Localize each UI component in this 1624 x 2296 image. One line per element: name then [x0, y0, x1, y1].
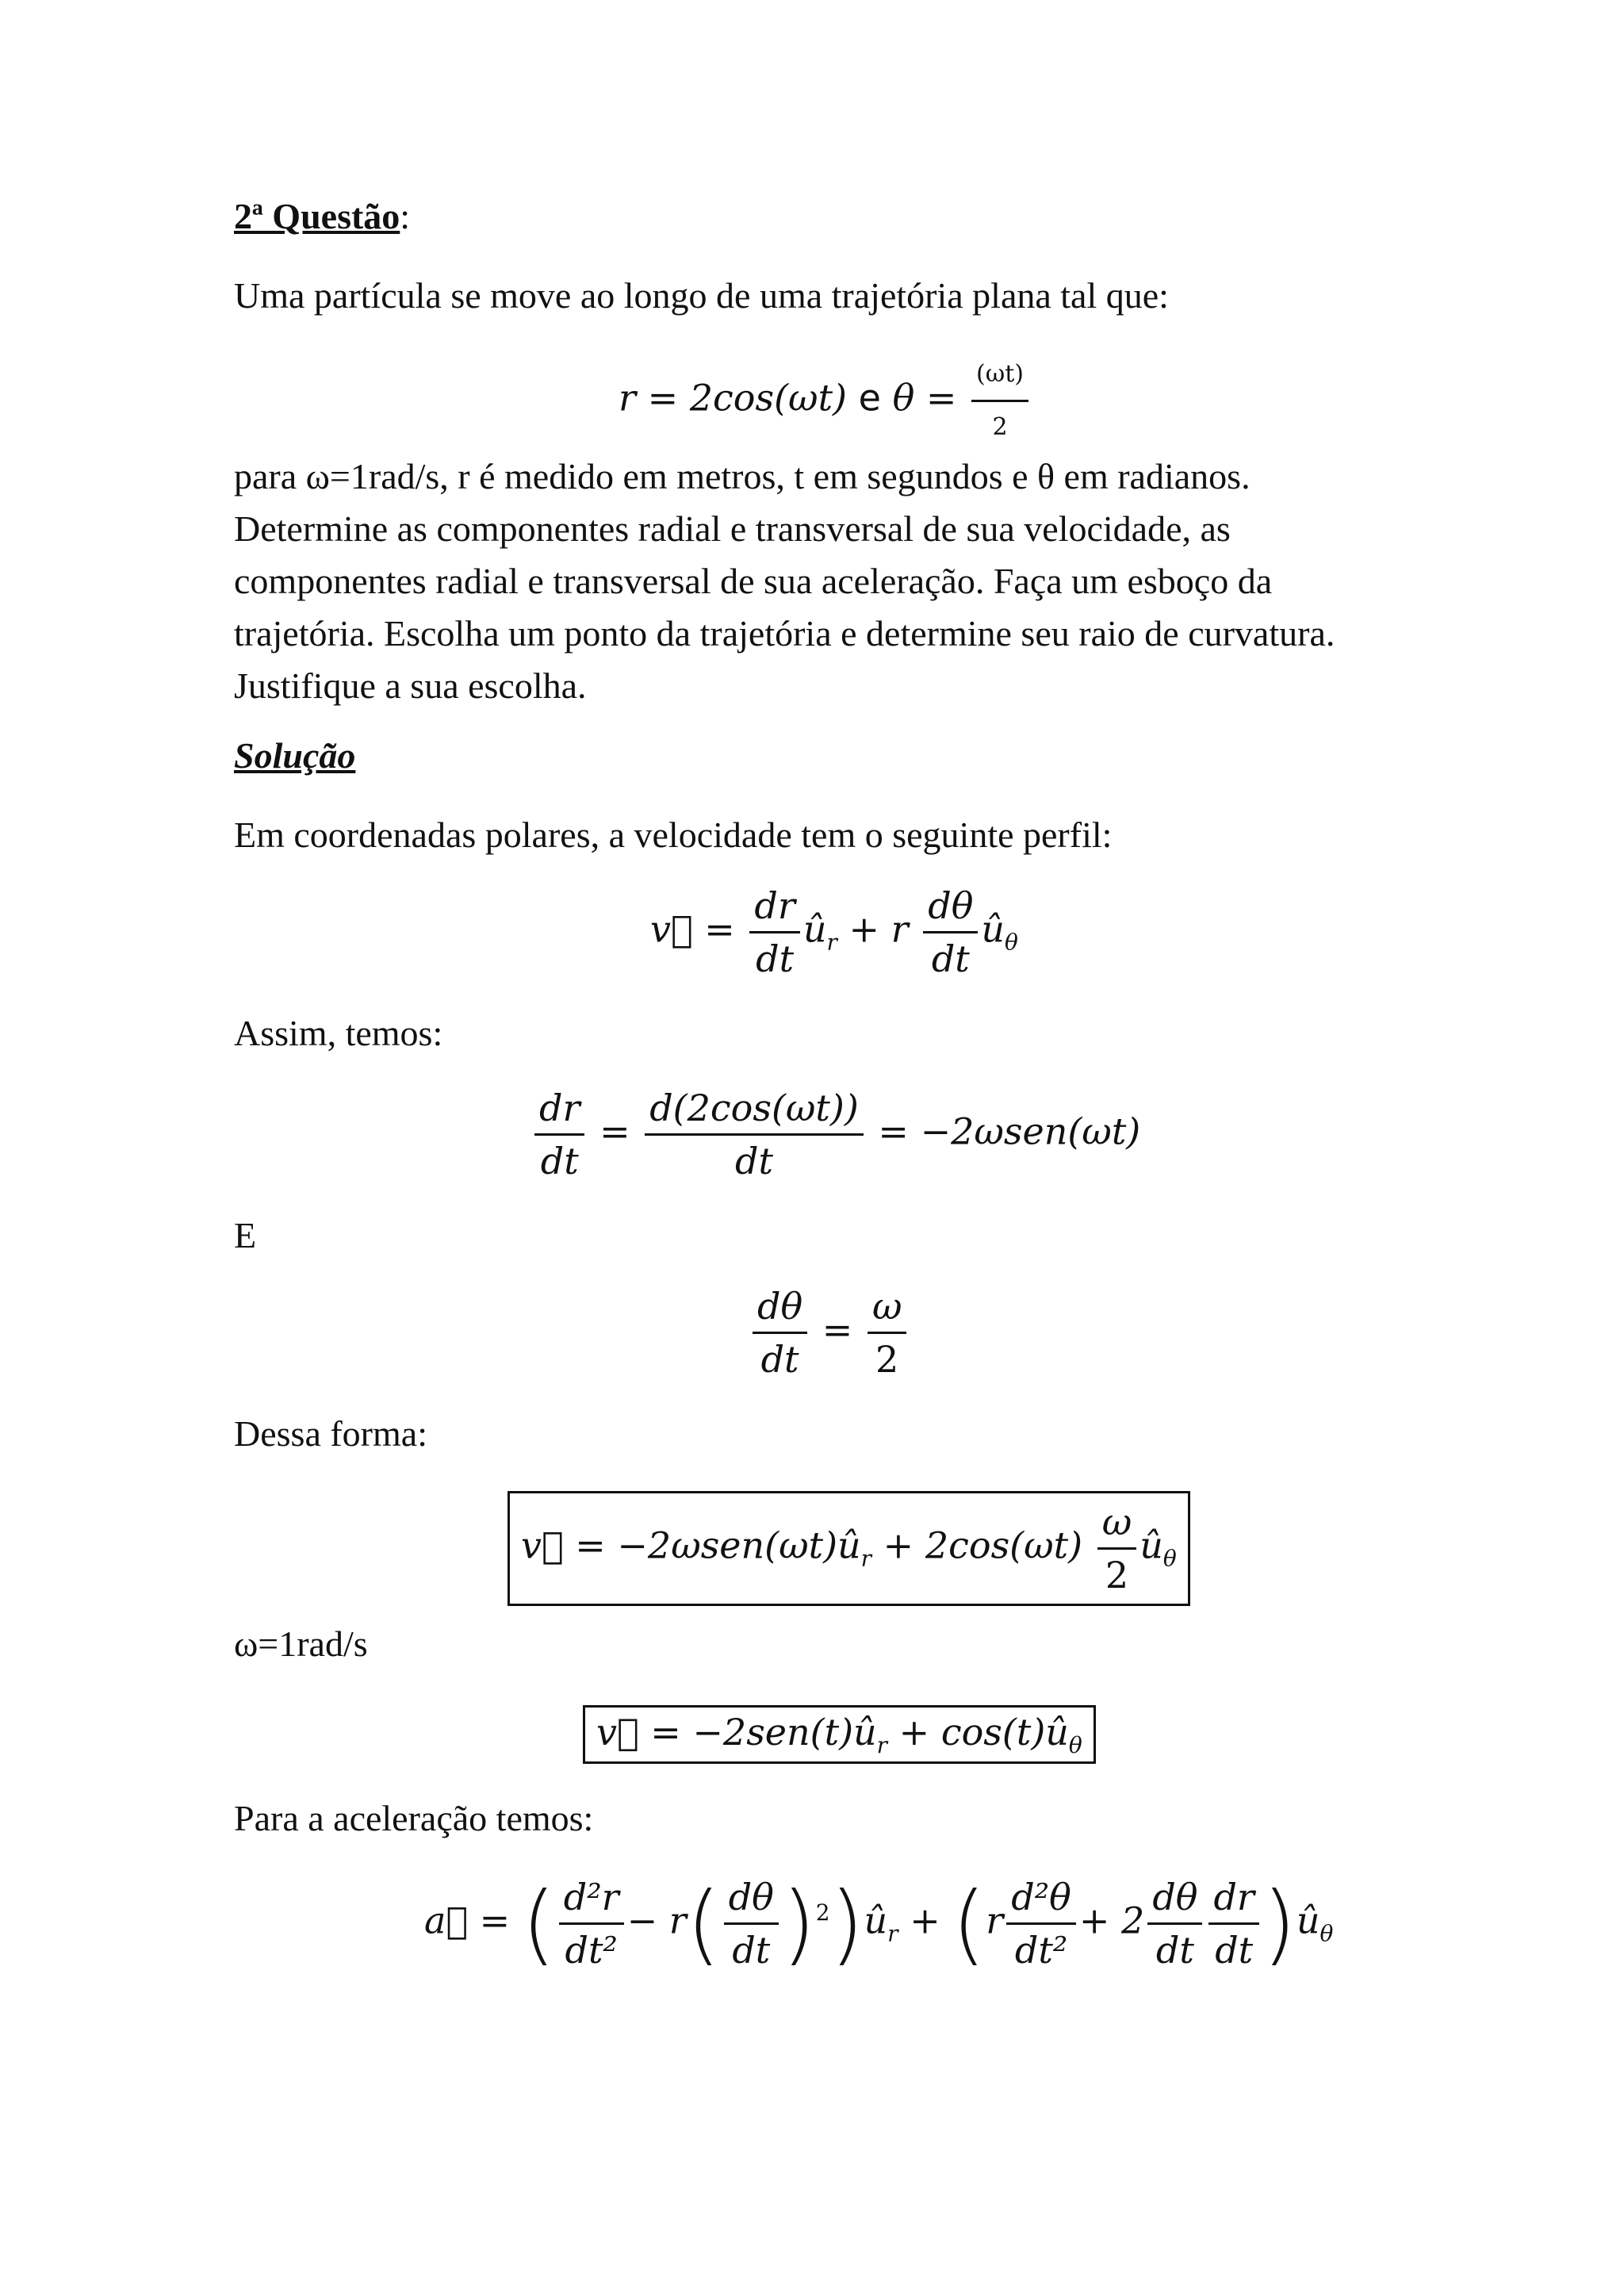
statement-line: para ω=1rad/s, r é medido em metros, t em segundos e θ em radianos.: [234, 456, 1251, 496]
equation-acceleration: [424, 1872, 1333, 1976]
equation-velocity-final: [583, 1705, 1096, 1764]
e-text: E: [234, 1215, 257, 1255]
dt2: dt²: [565, 1929, 618, 1972]
paren-open-inner: (: [686, 1872, 721, 1975]
theta-den: 2: [992, 413, 1008, 441]
equation-velocity-boxed: [508, 1491, 1190, 1606]
u-theta-sub: θ: [1320, 1920, 1334, 1947]
equation-dr-dt: [531, 1083, 1140, 1186]
paren-close-inner: ): [781, 1872, 816, 1975]
u-theta-sub: θ: [1005, 929, 1018, 956]
dr-dt-fraction: [749, 880, 799, 984]
theta-fraction: [971, 349, 1028, 453]
lhs-num: dr: [539, 1087, 580, 1129]
accel-intro: Para a aceleração temos:: [234, 1798, 594, 1838]
dt: dt: [1215, 1929, 1254, 1972]
mid-num: d(2cos(ωt)): [649, 1087, 859, 1129]
d2r-fraction: [559, 1872, 624, 1976]
solution-title: Solução: [234, 735, 356, 776]
dtheta: dθ: [928, 884, 974, 927]
intro-text: Uma partícula se move ao longo de uma trajetória plana tal que:: [234, 275, 1169, 316]
sub-r: r: [860, 1545, 872, 1572]
dr: dr: [754, 884, 795, 927]
fnum: ω: [1101, 1501, 1132, 1543]
dt: dt: [1155, 1929, 1194, 1972]
square: 2: [815, 1899, 830, 1926]
equation-velocity-general: [650, 880, 1018, 984]
dtheta-fraction: [753, 1281, 807, 1385]
dr: dr: [1213, 1876, 1254, 1918]
dt: dt: [732, 1929, 771, 1972]
paren-open: (: [521, 1872, 556, 1975]
num: dθ: [757, 1285, 803, 1328]
equation-path: [619, 349, 1032, 453]
u-r-sub: r: [887, 1920, 898, 1947]
u-r-sub: r: [826, 929, 837, 956]
velocity-intro: Em coordenadas polares, a velocidade tem o seguinte perfil:: [234, 815, 1113, 855]
d2th: d²θ: [1011, 1876, 1071, 1918]
dtheta-dt-fraction: [923, 880, 978, 984]
statement-line: Justifique a sua escolha.: [234, 665, 587, 706]
statement-line: Determine as componentes radial e transversal de sua velocidade, as: [234, 508, 1231, 549]
dt: dt: [756, 937, 795, 980]
dt: dt: [931, 937, 970, 980]
theta-num: (ωt): [971, 349, 1028, 402]
minus-r: − r: [626, 1899, 687, 1942]
rhs: = −2ωsen(ωt): [878, 1110, 1141, 1153]
dtheta-fraction-2: [1147, 1872, 1202, 1976]
statement-line: trajetória. Escolha um ponto da trajetória e determine seu raio de curvatura.: [234, 613, 1335, 654]
rnum: ω: [871, 1285, 902, 1328]
left: v⃗ = −2ωsen(ωt)û: [521, 1524, 861, 1567]
lhs-den: dt: [540, 1140, 579, 1182]
plus: +: [910, 1899, 940, 1942]
den: dt: [760, 1338, 799, 1381]
question-heading: [234, 190, 410, 243]
mid-fraction: [645, 1083, 864, 1186]
plus-r: + r: [848, 907, 909, 951]
dth: dθ: [728, 1876, 774, 1918]
dr-fraction: [1208, 1872, 1258, 1976]
dtheta-fraction: [724, 1872, 779, 1976]
u-r: û: [864, 1899, 888, 1942]
assim-text: Assim, temos:: [234, 1013, 443, 1053]
dessa-forma-text: Dessa forma:: [234, 1413, 427, 1454]
omega-half: [1097, 1497, 1137, 1600]
equals: =: [822, 1308, 853, 1351]
u-theta: û: [981, 907, 1005, 951]
eq-e: e: [858, 376, 881, 420]
u-theta: û: [1296, 1899, 1320, 1942]
right: + cos(t)û: [887, 1711, 1069, 1754]
r: r: [986, 1899, 1004, 1942]
paren-close: ): [829, 1872, 864, 1975]
sub-th: θ: [1068, 1732, 1082, 1759]
right: û: [1139, 1524, 1163, 1567]
mid: + 2cos(ωt): [871, 1524, 1083, 1567]
v-lhs: v⃗ =: [650, 907, 735, 951]
equals: =: [599, 1110, 630, 1153]
omega-fraction: [868, 1281, 907, 1385]
lhs-fraction: [534, 1083, 584, 1186]
question-number: 2ª Questão: [234, 196, 400, 236]
dt2: dt²: [1014, 1929, 1068, 1972]
paren-open-2: (: [952, 1872, 986, 1975]
eq-theta: θ =: [892, 376, 957, 420]
sub-th: θ: [1162, 1545, 1177, 1572]
eq-r: r = 2cos(ωt): [619, 376, 847, 420]
plus-2: + 2: [1078, 1899, 1145, 1942]
equation-dtheta-dt: [749, 1281, 910, 1385]
rden: 2: [875, 1338, 899, 1381]
dth: dθ: [1152, 1876, 1198, 1918]
u-r: û: [802, 907, 827, 951]
heading-colon: :: [400, 196, 411, 236]
left: v⃗ = −2sen(t)û: [596, 1711, 877, 1754]
fden: 2: [1105, 1554, 1129, 1596]
a-lhs: a⃗ =: [424, 1899, 511, 1942]
paren-close-2: ): [1262, 1872, 1297, 1975]
d2theta-fraction: [1006, 1872, 1076, 1976]
problem-statement: [234, 450, 1471, 712]
omega-value-text: ω=1rad/s: [234, 1623, 368, 1664]
d2r: d²r: [563, 1876, 619, 1918]
mid-den: dt: [735, 1140, 773, 1182]
sub-r: r: [876, 1732, 888, 1759]
statement-line: componentes radial e transversal de sua aceleração. Faça um esboço da: [234, 561, 1273, 601]
